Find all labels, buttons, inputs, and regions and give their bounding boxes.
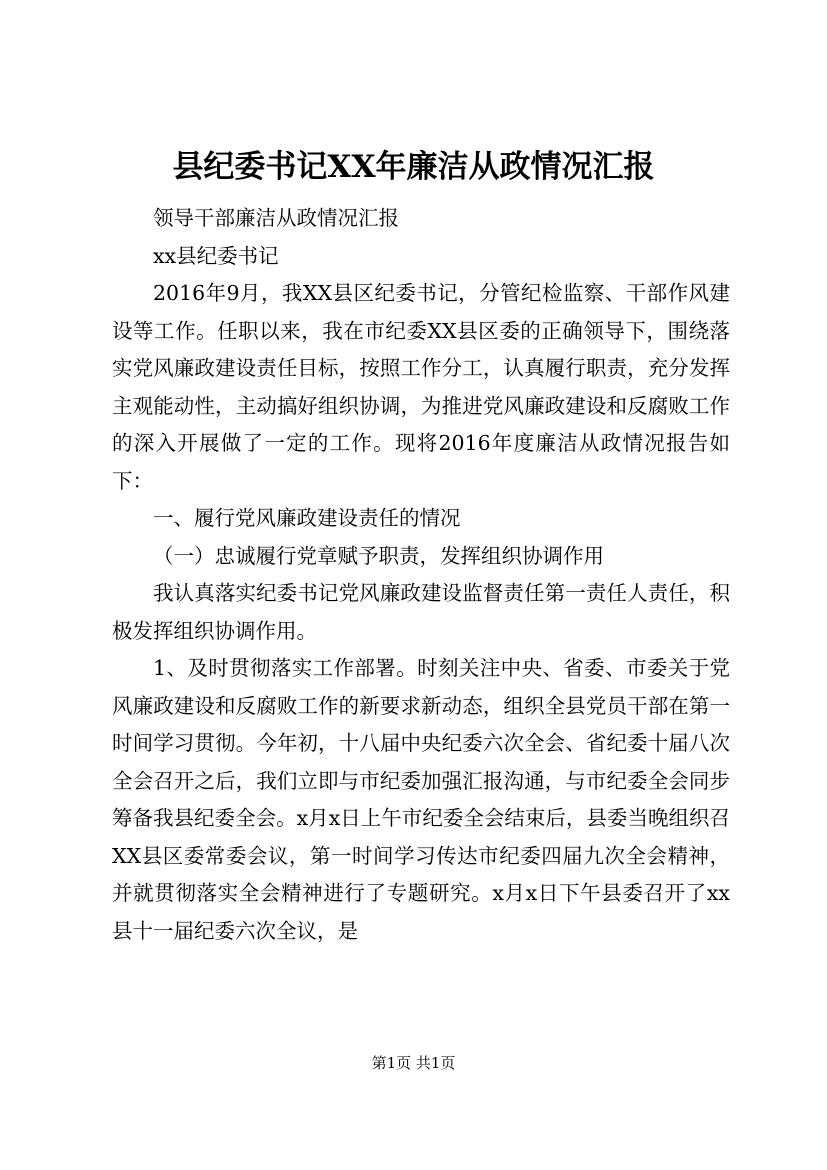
paragraph-responsibility: 我认真落实纪委书记党风廉政建设监督责任第一责任人责任，积极发挥组织协调作用。 [112, 581, 730, 643]
paragraph-intro: 2016年9月，我XX县区纪委书记，分管纪检监察、干部作风建设等工作。任职以来，我在市纪委XX县区委的正确领导下，围绕落实党风廉政建设责任目标，按照工作分工，认真履行职责，充分发挥主观能动性，主动搞好组织协调，为推进党风廉政建设和反腐败工作的深入开展做了一定的工作。现将2016年度廉洁从政情况报告如下： [112, 281, 730, 493]
paragraph-subsection-heading: （一）忠诚履行党章赋予职责，发挥组织协调作用 [153, 543, 604, 568]
paragraph-author: xx县纪委书记 [153, 243, 279, 268]
paragraph-subtitle: 领导干部廉洁从政情况汇报 [153, 206, 399, 230]
document-title: 县纪委书记XX年廉洁从政情况汇报 [172, 149, 655, 185]
paragraph-item-1: 1、及时贯彻落实工作部署。时刻关注中央、省委、市委关于党风廉政建设和反腐败工作的新要求新动态，组织全县党员干部在第一时间学习贯彻。今年初，十八届中央纪委六次全会、省纪委十届八次全会召开之后，我们立即与市纪委加强汇报沟通，与市纪委全会同步筹备我县纪委全会。x月x日上午市纪委全会结束后，县委当晚组织召XX县区委常委会议，第一时间学习传达市纪委四届九次全会精神，并就贯彻落实全会精神进行了专题研究。x月x日下午县委召开了xx县十一届纪委六次全议，是 [112, 656, 730, 943]
paragraph-section-heading: 一、履行党风廉政建设责任的情况 [153, 506, 461, 530]
page-number-footer: 第1页 共1页 [371, 1054, 456, 1072]
document-body [112, 200, 730, 950]
